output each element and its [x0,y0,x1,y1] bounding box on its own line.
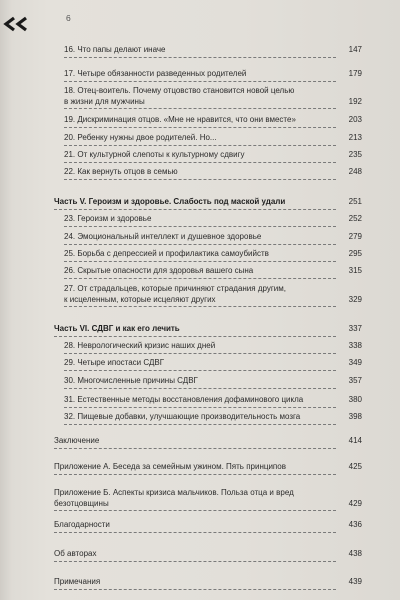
toc-page-number: 349 [348,358,362,367]
toc-leader-line [64,370,336,371]
toc-leader-line [64,244,336,245]
toc-chapter-entry [64,358,362,373]
toc-entry-title: 21. От культурной слепоты к культурному сдвигу [64,150,245,159]
toc-page-number: 329 [348,294,362,304]
toc-page-number: 338 [348,341,362,350]
toc-chapter-entry [64,376,362,391]
toc-leader-line [64,145,336,146]
toc-chapter-entry [64,150,362,165]
toc-section-entry [54,520,362,535]
toc-entry-title: Часть V. Героизм и здоровье. Слабость под маской удали [54,197,286,206]
toc-section-entry [54,436,362,451]
toc-entry-title: 32. Пищевые добавки, улучшающие производительность мозга [64,412,301,421]
toc-leader-line [54,336,336,337]
toc-page-number: 192 [348,96,362,106]
toc-page-number: 425 [348,462,362,471]
toc-chapter-entry [64,284,362,309]
toc-chapter-entry [64,232,362,247]
toc-entry-title: Об авторах [54,549,97,558]
toc-entry-title: 26. Скрытые опасности для здоровья вашего сына [64,266,254,275]
toc-page-number: 414 [348,436,362,445]
toc-entry-title: Приложение Б. Аспекты кризиса мальчиков. Польза отца и вред [54,488,294,497]
toc-entry-title: 19. Дискриминация отцов. «Мне не нравится, что они вместе» [64,115,296,124]
toc-leader-line [54,532,336,533]
toc-entry-title: 24. Эмоциональный интеллект и душевное здоровье [64,232,262,241]
toc-section-entry [54,462,362,477]
toc-entry-title: 28. Неврологический кризис наших дней [64,341,216,350]
toc-entry-title: Приложение А. Беседа за семейным ужином. Пять принципов [54,462,286,471]
toc-entry-title: безотцовщины [54,498,109,508]
toc-chapter-entry [64,341,362,356]
toc-page-number: 179 [348,69,362,78]
toc-leader-line [54,561,336,562]
toc-entry-title: 30. Многочисленные причины СДВГ [64,376,198,385]
toc-leader-line [54,209,336,210]
toc-leader-line [64,388,336,389]
toc-page-number: 398 [348,412,362,421]
toc-page-number: 438 [348,549,362,558]
toc-entry-title: 27. От страдальцев, которые причиняют страдания другим, [64,284,286,293]
toc-page-number: 203 [348,115,362,124]
toc-entry-title: 18. Отец-воитель. Почему отцовство становится новой целью [64,86,295,95]
toc-chapter-entry [64,249,362,264]
toc-leader-line [64,278,336,279]
toc-page-number: 251 [348,197,362,206]
toc-entry-title: 25. Борьба с депрессией и профилактика самоубийств [64,249,269,258]
toc-page-number: 315 [348,266,362,275]
toc-leader-line [54,448,336,449]
toc-leader-line [64,226,336,227]
toc-page-number: 380 [348,395,362,404]
toc-chapter-entry [64,115,362,130]
toc-section-entry [54,549,362,564]
toc-leader-line [54,510,336,511]
toc-leader-line [64,162,336,163]
toc-page-number: 235 [348,150,362,159]
toc-entry-title: Примечания [54,577,101,586]
toc-chapter-entry [64,214,362,229]
toc-page-number: 436 [348,520,362,529]
toc-entry-title: Часть VI. СДВГ и как его лечить [54,324,180,333]
toc-section-entry [54,577,362,592]
toc-entry-title: Заключение [54,436,100,445]
toc-leader-line [64,81,336,82]
toc-page-number: 295 [348,249,362,258]
toc-chapter-entry [64,133,362,148]
toc-leader-line [54,589,336,590]
toc-page-number: 357 [348,376,362,385]
toc-entry-title: 20. Ребенку нужны двое родителей. Но... [64,133,217,142]
toc-leader-line [64,306,336,307]
toc-leader-line [64,179,336,180]
toc-chapter-entry [64,412,362,427]
toc-chapter-entry [64,69,362,84]
toc-leader-line [64,424,336,425]
toc-chapter-entry [64,86,362,111]
toc-entry-title: 29. Четыре ипостаси СДВГ [64,358,165,367]
toc-leader-line [64,407,336,408]
toc-page-number: 279 [348,232,362,241]
toc-entry-title: 16. Что папы делают иначе [64,45,166,54]
toc-page-number: 248 [348,167,362,176]
toc-chapter-entry [64,266,362,281]
toc-page-number: 147 [348,45,362,54]
toc-leader-line [64,127,336,128]
toc-entry-title: 31. Естественные методы восстановления дофаминового цикла [64,395,304,404]
toc-page-number: 252 [348,214,362,223]
toc-entry-title: 22. Как вернуть отцов в семью [64,167,178,176]
toc-page-number: 439 [348,577,362,586]
toc-chapter-entry [64,395,362,410]
toc-section-entry [54,488,362,513]
toc-part-entry [54,324,362,339]
toc-entry-title: 23. Героизм и здоровье [64,214,152,223]
toc-entry-title: в жизни для мужчины [64,96,145,106]
toc-leader-line [54,474,336,475]
toc-leader-line [64,108,336,109]
toc-entry-title: Благодарности [54,520,110,529]
toc-page-number: 429 [348,498,362,508]
toc-leader-line [64,261,336,262]
toc-page-number: 337 [348,324,362,333]
toc-chapter-entry [64,45,362,60]
toc-part-entry [54,197,362,212]
toc-leader-line [64,353,336,354]
toc-entry-title: 17. Четыре обязанности разведенных родителей [64,69,247,78]
toc-entry-title: к исцеленным, которые исцеляют других [64,294,216,304]
toc-chapter-entry [64,167,362,182]
toc-leader-line [64,57,336,58]
page-number: 6 [66,13,71,23]
toc-page-number: 213 [348,133,362,142]
